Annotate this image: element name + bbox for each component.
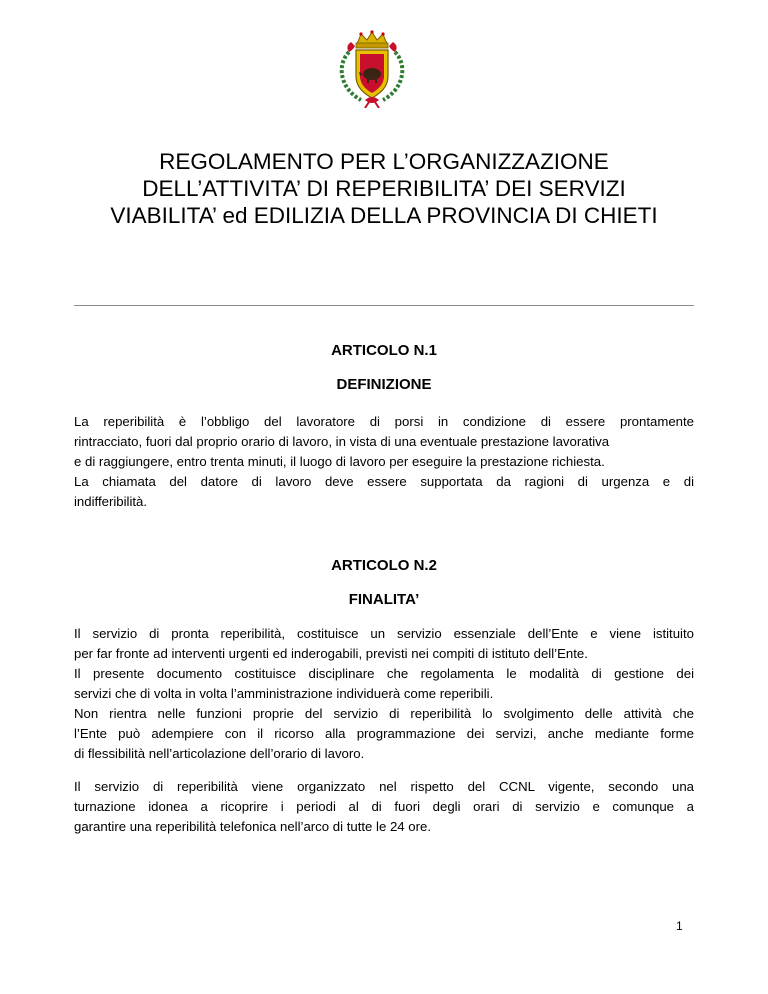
- document-title: [60, 148, 708, 229]
- paragraph-line: servizi che di volta in volta l’amministrazione individuerà come reperibili.: [74, 686, 494, 701]
- article-2-number: ARTICOLO N.2: [331, 557, 437, 574]
- article-2-paragraph-1: [74, 624, 694, 764]
- paragraph-line: turnazione idonea a ricoprire i periodi al di fuori degli orari di servizio e comunque a: [74, 799, 694, 814]
- paragraph-line: Il servizio di pronta reperibilità, costituisce un servizio essenziale dell’Ente e viene istituito: [74, 626, 694, 641]
- paragraph-line: Il servizio di reperibilità viene organizzato nel rispetto del CCNL vigente, secondo una: [74, 779, 694, 794]
- paragraph-line: La chiamata del datore di lavoro deve essere supportata da ragioni di urgenza e di: [74, 474, 694, 489]
- page-number: 1: [676, 919, 683, 933]
- paragraph-line: Il presente documento costituisce disciplinare che regolamenta le modalità di gestione dei: [74, 666, 694, 681]
- article-1-paragraph: [74, 412, 694, 512]
- paragraph-line: per far fronte ad interventi urgenti ed inderogabili, previsti nei compiti di istituto dell’Ente.: [74, 646, 588, 661]
- paragraph-line: indifferibilità.: [74, 494, 148, 509]
- title-line-2: DELL’ATTIVITA’ DI REPERIBILITA’ DEI SERVIZI: [142, 176, 626, 201]
- paragraph-line: e di raggiungere, entro trenta minuti, il luogo di lavoro per eseguire la prestazione richiesta.: [74, 454, 605, 469]
- paragraph-line: garantire una reperibilità telefonica nell’arco di tutte le 24 ore.: [74, 819, 432, 834]
- paragraph-line: rintracciato, fuori dal proprio orario di lavoro, in vista di una eventuale prestazione lavorativa: [74, 434, 610, 449]
- paragraph-line: La reperibilità è l’obbligo del lavoratore di porsi in condizione di essere prontamente: [74, 414, 694, 429]
- paragraph-line: l’Ente può adempiere con il ricorso alla programmazione dei servizi, anche mediante forme: [74, 726, 694, 741]
- title-line-1: REGOLAMENTO PER L’ORGANIZZAZIONE: [159, 149, 609, 174]
- title-line-3: VIABILITA’ ed EDILIZIA DELLA PROVINCIA DI CHIETI: [110, 203, 658, 228]
- article-1-number: ARTICOLO N.1: [331, 342, 437, 359]
- article-1-heading: DEFINIZIONE: [336, 376, 432, 393]
- horizontal-divider: [74, 305, 694, 306]
- article-2-heading: FINALITA’: [348, 591, 420, 608]
- province-coat-of-arms-icon: [331, 30, 413, 108]
- article-2-paragraph-2: [74, 777, 694, 837]
- paragraph-line: Non rientra nelle funzioni proprie del servizio di reperibilità lo svolgimento delle attività che: [74, 706, 694, 721]
- paragraph-line: di flessibilità nell’articolazione dell’orario di lavoro.: [74, 746, 365, 761]
